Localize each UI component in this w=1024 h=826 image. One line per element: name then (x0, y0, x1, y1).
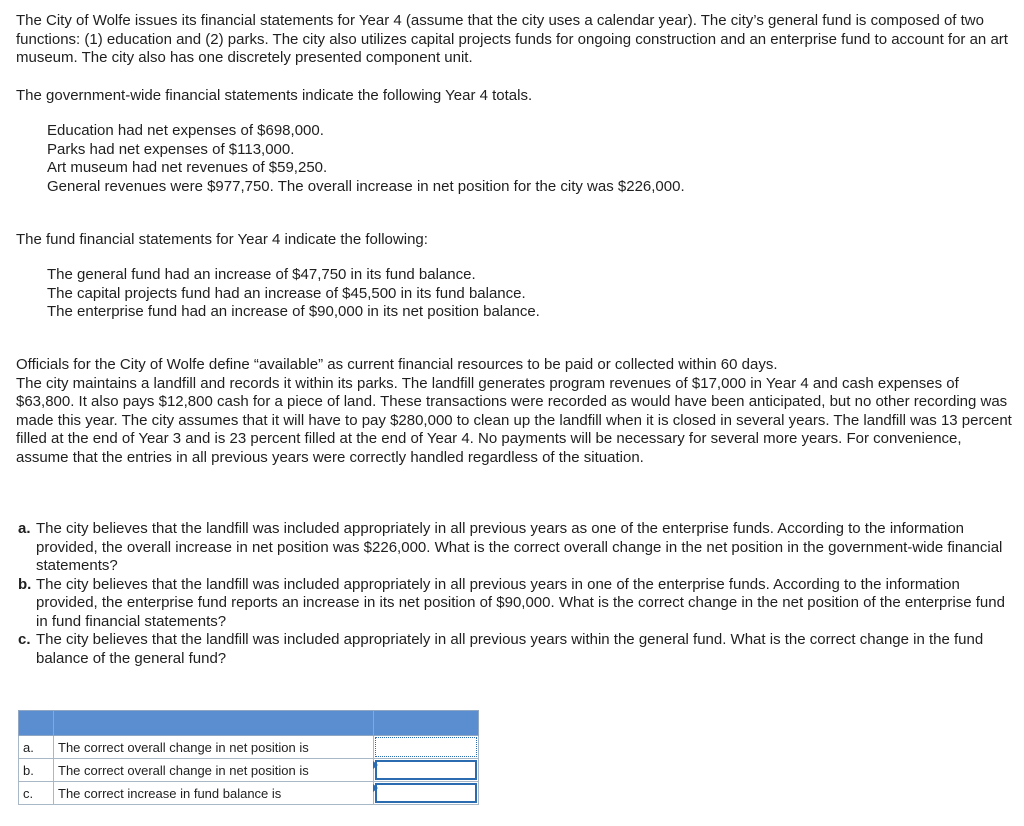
gov-wide-line: General revenues were $977,750. The overall increase in net position for the city was $226,000. (47, 177, 685, 195)
question-b (18, 576, 1008, 632)
question-letter: b. (18, 575, 32, 593)
answer-input-cell (374, 759, 479, 782)
row-letter: b. (19, 759, 54, 782)
gov-wide-line: Parks had net expenses of $113,000. (47, 140, 295, 158)
gov-wide-line: Art museum had net revenues of $59,250. (47, 159, 328, 176)
question-a (18, 520, 1008, 576)
row-letter: c. (19, 782, 54, 805)
fund-fin-line: The enterprise fund had an increase of $90,000 in its net position balance. (47, 303, 540, 320)
answer-row-b (19, 759, 479, 782)
question-letter: c. (18, 631, 31, 648)
gov-wide-line: Education had net expenses of $698,000. (47, 122, 324, 139)
fund-fin-list (47, 266, 1007, 322)
header-cell (19, 711, 54, 736)
row-label: The correct overall change in net position is (54, 759, 374, 782)
intro-paragraph: The City of Wolfe issues its financial statements for Year 4 (assume that the city uses a calendar year). The city’s general fund is composed of two functions: (1) education and (2) parks. The city also utilizes capital projects funds for ongoing construction and an enterprise fund to account for an art museum. The city also has one discretely presented component unit. (16, 12, 1008, 66)
landfill-paragraph: The city maintains a landfill and records it within its parks. The landfill generates program revenues of $17,000 in Year 4 and cash expenses of $63,800. It also pays $12,800 cash for a piece of land. These transactions were recorded as would have been anticipated, but no other recording was made this year. The city assumes that it will have to pay $280,000 to clean up the landfill when it is closed in several years. The landfill was 13 percent filled at the end of Year 3 and is 23 percent filled at the end of Year 4. No payments will be necessary for several more years. For convenience, assume that the entries in all previous years were correctly handled regardless of the situation. (16, 374, 1012, 466)
input-flag-icon (373, 784, 378, 792)
answer-table-header (19, 711, 479, 736)
answer-table (18, 710, 479, 805)
answer-input-cell (374, 782, 479, 805)
header-cell (54, 711, 374, 736)
answer-input-cell (374, 736, 479, 759)
officials-paragraph (16, 356, 1012, 467)
row-label: The correct increase in fund balance is (54, 782, 374, 805)
answer-row-a (19, 736, 479, 759)
question-c (18, 631, 1008, 668)
answer-row-c (19, 782, 479, 805)
row-label: The correct overall change in net position is (54, 736, 374, 759)
question-text: The city believes that the landfill was included appropriately in all previous years as one of the enterprise funds. According to the information provided, the overall increase in net position was $226,000. What is the correct overall change in the net position in the government-wide financial statements? (36, 520, 1003, 574)
header-cell (374, 711, 479, 736)
input-flag-icon (373, 761, 378, 769)
gov-wide-heading: The government-wide financial statements indicate the following Year 4 totals. (16, 87, 533, 104)
question-text: The city believes that the landfill was included appropriately in all previous years within the general fund. What is the correct change in the fund balance of the general fund? (36, 631, 984, 667)
answer-c-input[interactable] (375, 783, 477, 803)
answer-b-input[interactable] (375, 760, 477, 780)
officials-line: Officials for the City of Wolfe define “available” as current financial resources to be paid or collected within 60 days. (16, 356, 778, 373)
row-letter: a. (19, 736, 54, 759)
fund-fin-line: The capital projects fund had an increase of $45,500 in its fund balance. (47, 284, 526, 302)
question-list (18, 520, 1008, 668)
answer-a-input[interactable] (375, 737, 477, 757)
gov-wide-list (47, 122, 1007, 196)
fund-fin-line: The general fund had an increase of $47,750 in its fund balance. (47, 266, 476, 283)
fund-fin-heading: The fund financial statements for Year 4 indicate the following: (16, 231, 428, 248)
question-letter: a. (18, 520, 31, 537)
question-text: The city believes that the landfill was included appropriately in all previous years in one of the enterprise funds. According to the information provided, the enterprise fund reports an increase in its net position of $90,000. What is the correct change in the net position of the enterprise fund in fund financial statements? (36, 575, 1005, 630)
